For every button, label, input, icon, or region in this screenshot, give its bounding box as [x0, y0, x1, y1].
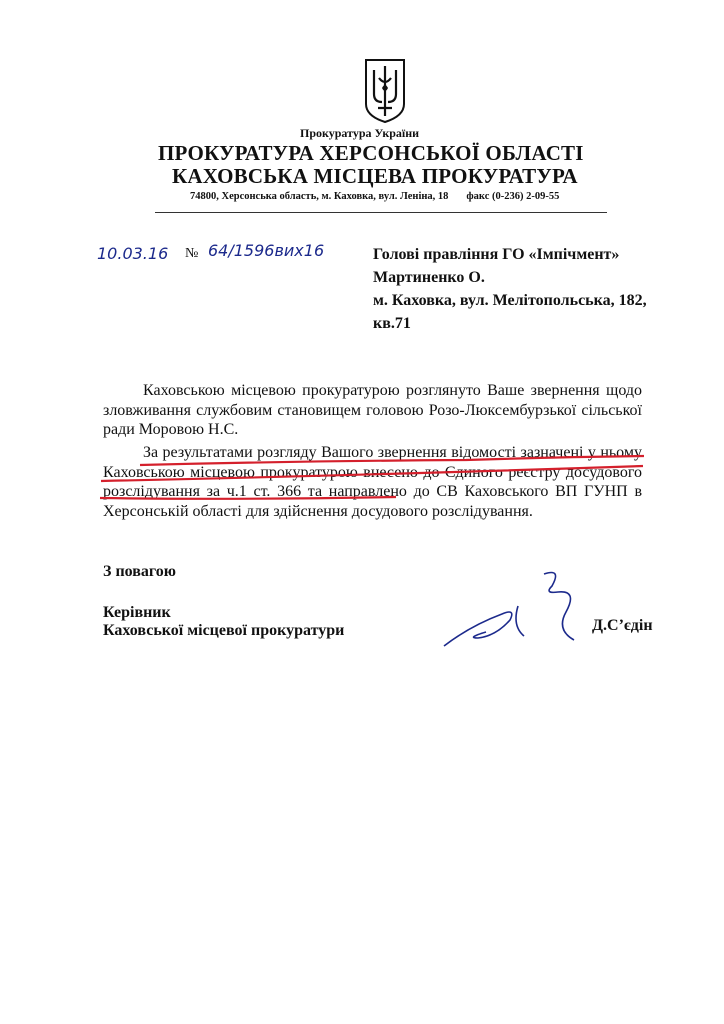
- recipient-line: м. Каховка, вул. Мелітопольська, 182,: [373, 292, 647, 309]
- regional-office-name: ПРОКУРАТУРА ХЕРСОНСЬКОЇ ОБЛАСТІ: [158, 141, 584, 165]
- office-fax: факс (0-236) 2-09-55: [466, 191, 560, 202]
- handwritten-signature: [440, 566, 590, 666]
- header-divider: [155, 212, 607, 213]
- office-address: 74800, Херсонська область, м. Каховка, вул. Леніна, 18: [190, 191, 449, 202]
- body-paragraph: За результатами розгляду Вашого звернення відомості зазначені у ньому Каховською місцевою прокуратурою внесено до Єдиного реєстру досудового розслідування за ч.1 ст. 366 та направлено до СВ Каховського ВП ГУНП в Херсонській області для здійснення досудового розслідування.: [103, 444, 642, 520]
- signatory-name: Д.С’єдін: [592, 617, 653, 634]
- body-paragraph: Каховською місцевою прокуратурою розглянуто Ваше звернення щодо зловживання службовим становищем головою Розо-Люксембурзької сільської ради Моровою Н.С.: [103, 382, 642, 438]
- recipient-line: Мартиненко О.: [373, 269, 485, 286]
- local-office-name: КАХОВСЬКА МІСЦЕВА ПРОКУРАТУРА: [172, 164, 578, 188]
- recipient-block: [373, 243, 647, 335]
- number-sign: №: [185, 246, 199, 261]
- office-contacts: [190, 191, 559, 202]
- signatory-organization: Каховської місцевої прокуратури: [103, 622, 345, 639]
- ministry-name: Прокуратура України: [300, 126, 420, 140]
- registration-number: 64/1596вих16: [208, 241, 325, 260]
- registration-date: 10.03.16: [97, 244, 169, 263]
- trident-emblem-icon: [362, 58, 408, 124]
- closing-phrase: З повагою: [103, 563, 176, 580]
- signatory-title: Керівник: [103, 604, 171, 621]
- recipient-line: кв.71: [373, 315, 411, 332]
- recipient-line: Голові правління ГО «Імпічмент»: [373, 246, 620, 263]
